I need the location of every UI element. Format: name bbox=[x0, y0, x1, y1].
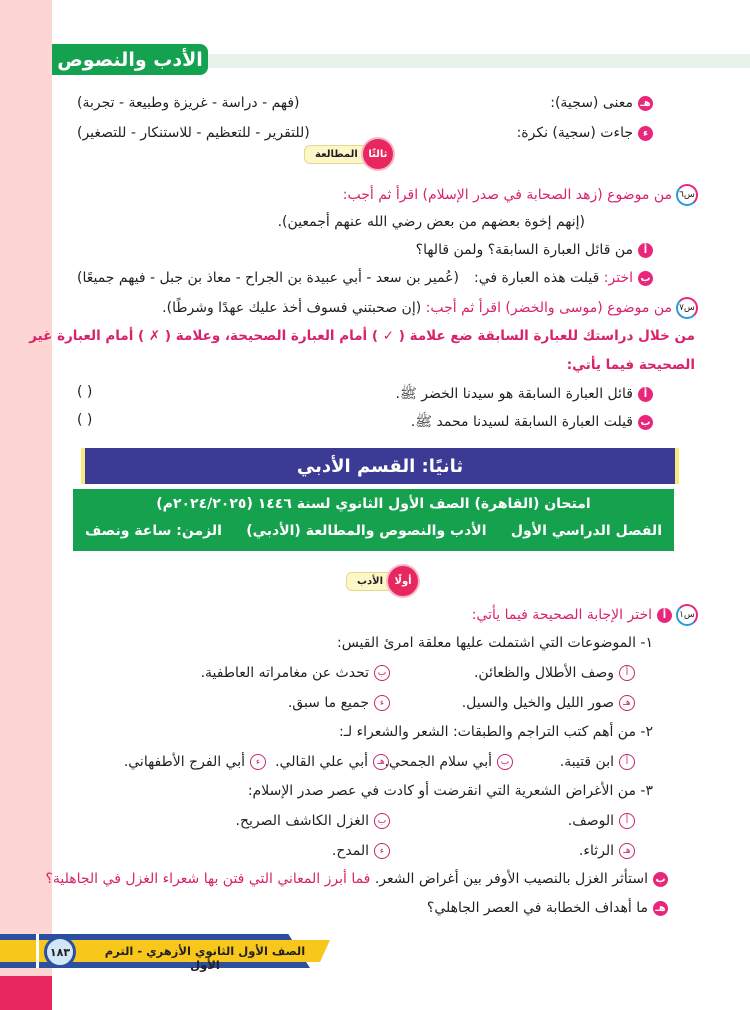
q7-item-b bbox=[411, 412, 653, 432]
option[interactable] bbox=[384, 752, 513, 772]
q1-b-question: فما أبرز المعاني التي فتن بها شعراء الغزل في الجاهلية؟ bbox=[45, 871, 371, 887]
exam-subject: الأدب والنصوص والمطالعة (الأدبي) bbox=[246, 523, 487, 539]
vocab-choices: (للتقرير - للتعظيم - للاستنكار - للتصغير) bbox=[77, 125, 310, 141]
answer-blank[interactable]: ( ) bbox=[77, 412, 93, 428]
vocab-label: جاءت (سجية) نكرة: bbox=[516, 125, 633, 141]
option-letter-icon: أ bbox=[619, 813, 635, 829]
option-text: ابن قتيبة. bbox=[559, 754, 614, 770]
bullet-icon: هـ bbox=[638, 96, 653, 111]
option-text: الغزل الكاشف الصريح. bbox=[235, 813, 369, 829]
footer-separator bbox=[36, 934, 39, 968]
option-letter-icon: أ bbox=[619, 665, 635, 681]
option[interactable] bbox=[275, 752, 389, 772]
option-letter-icon: ء bbox=[374, 695, 390, 711]
q6-a-text: من قائل العبارة السابقة؟ ولمن قالها؟ bbox=[415, 242, 633, 258]
q6-b-text: قيلت هذه العبارة في: bbox=[474, 270, 600, 286]
q1-prompt bbox=[472, 604, 698, 626]
vocab-choices: (فهم - دراسة - غريزة وطبيعة - تجربة) bbox=[77, 95, 300, 111]
answer-blank[interactable]: ( ) bbox=[77, 384, 93, 400]
q6-prompt-text: من موضوع (زهد الصحابة في صدر الإسلام) اقرأ ثم أجب: bbox=[342, 187, 672, 203]
option[interactable] bbox=[462, 693, 635, 713]
q1-sub3-stem: ٣- من الأغراض الشعرية التي انقرضت أو كادت في عصر صدر الإسلام: bbox=[247, 783, 653, 799]
option[interactable] bbox=[288, 693, 390, 713]
option-letter-icon: ب bbox=[374, 665, 390, 681]
bullet-icon: ب bbox=[638, 415, 653, 430]
option-text: المدح. bbox=[331, 843, 369, 859]
option-letter-icon: هـ bbox=[619, 843, 635, 859]
bullet-icon: ب bbox=[638, 271, 653, 286]
bullet-icon: أ bbox=[638, 387, 653, 402]
option-letter-icon: أ bbox=[619, 754, 635, 770]
exam-banner bbox=[73, 489, 674, 551]
bullet-icon: ب bbox=[653, 872, 668, 887]
page-margin-strip bbox=[0, 0, 52, 1010]
q6-b-choices: (عُمير بن سعد - أبي عبيدة بن الجراح - معاذ بن جبل - فيهم جميعًا) bbox=[77, 270, 459, 286]
section-reading-badge bbox=[304, 137, 395, 171]
q6-b bbox=[474, 268, 653, 288]
option-text: أبي علي القالي. bbox=[275, 754, 368, 770]
option-text: أبي الفرج الأطفهاني. bbox=[123, 754, 245, 770]
literary-section-banner: ثانيًا: القسم الأدبي bbox=[81, 448, 679, 484]
section-literature-badge bbox=[346, 564, 420, 598]
q1-sub1-stem: ١- الموضوعات التي اشتملت عليها معلقة امرئ القيس: bbox=[336, 635, 653, 651]
option[interactable] bbox=[236, 811, 391, 831]
bullet-icon: هـ bbox=[653, 901, 668, 916]
q1-sub2-stem: ٢- من أهم كتب التراجم والطبقات: الشعر والشعراء لـ: bbox=[339, 724, 653, 740]
question-badge-icon: س١ bbox=[676, 604, 698, 626]
chapter-title: الأدب والنصوص bbox=[52, 44, 208, 75]
q1-b bbox=[45, 869, 668, 889]
option-letter-icon: ب bbox=[497, 754, 513, 770]
option-text: الرثاء. bbox=[578, 843, 614, 859]
option-text: أبي سلام الجمحي. bbox=[384, 754, 492, 770]
option[interactable] bbox=[124, 752, 266, 772]
option[interactable] bbox=[560, 752, 635, 772]
question-badge-icon: س٦ bbox=[676, 184, 698, 206]
footer-title: الصف الأول الثانوي الأزهري - الترم الأول bbox=[104, 944, 306, 972]
vocab-item-indefinite bbox=[517, 123, 653, 143]
exam-time: الزمن: ساعة ونصف bbox=[85, 523, 222, 539]
q6-prompt bbox=[343, 184, 698, 206]
page-footer bbox=[0, 934, 335, 972]
q6-quote: (إنهم إخوة بعضهم من بعض رضي الله عنهم أجمعين). bbox=[277, 214, 585, 230]
q7-prompt bbox=[162, 297, 698, 319]
option[interactable] bbox=[568, 811, 635, 831]
option-letter-icon: ء bbox=[250, 754, 266, 770]
option-letter-icon: ب bbox=[374, 813, 390, 829]
bullet-icon: أ bbox=[657, 608, 672, 623]
section-number: أولًا bbox=[386, 564, 420, 598]
option-text: تحدث عن مغامراته العاطفية. bbox=[200, 665, 369, 681]
option-text: وصف الأطلال والظعائن. bbox=[473, 665, 614, 681]
option-letter-icon: هـ bbox=[619, 695, 635, 711]
section-label: المطالعة bbox=[304, 145, 367, 164]
option[interactable] bbox=[201, 663, 390, 683]
margin-color-block bbox=[0, 976, 52, 1010]
q6-a bbox=[416, 240, 653, 260]
question-badge-icon: س٧ bbox=[676, 297, 698, 319]
bullet-icon: أ bbox=[638, 243, 653, 258]
q7-item-text: قائل العبارة السابقة هو سيدنا الخضر ﷺ. bbox=[395, 386, 633, 402]
q7-item-a bbox=[395, 384, 653, 404]
option[interactable] bbox=[474, 663, 635, 683]
option-letter-icon: هـ bbox=[373, 754, 389, 770]
q7-instruction-cont: الصحيحة فيما يأتي: bbox=[566, 357, 695, 373]
q1-c bbox=[427, 898, 668, 918]
option[interactable] bbox=[332, 841, 390, 861]
option-letter-icon: ء bbox=[374, 843, 390, 859]
section-label: الأدب bbox=[346, 572, 392, 591]
exam-title: امتحان (القاهرة) الصف الأول الثانوي لسنة ١٤٤٦ (٢٠٢٤/٢٠٢٥م) bbox=[156, 496, 591, 512]
exam-term: الفصل الدراسي الأول bbox=[510, 523, 662, 539]
option-text: صور الليل والخيل والسيل. bbox=[461, 695, 614, 711]
option-text: جميع ما سبق. bbox=[287, 695, 369, 711]
option-text: الوصف. bbox=[567, 813, 614, 829]
q7-prompt-text: من موضوع (موسى والخضر) اقرأ ثم أجب: bbox=[425, 300, 672, 316]
vocab-label: معنى (سجية): bbox=[550, 95, 633, 111]
option[interactable] bbox=[579, 841, 635, 861]
page-number: ١٨٣ bbox=[44, 936, 76, 968]
q1-prompt-text: اختر الإجابة الصحيحة فيما يأتي: bbox=[471, 607, 652, 623]
q7-quote: (إن صحبتني فسوف أخذ عليك عهدًا وشرطًا). bbox=[162, 300, 422, 316]
q7-item-text: قيلت العبارة السابقة لسيدنا محمد ﷺ. bbox=[410, 414, 633, 430]
vocab-item-meaning bbox=[550, 93, 653, 113]
q1-b-text: استأثر الغزل بالنصيب الأوفر بين أغراض الشعر. bbox=[374, 871, 648, 887]
bullet-icon: ء bbox=[638, 126, 653, 141]
choose-label: اختر: bbox=[603, 270, 633, 286]
section-number: ثالثًا bbox=[361, 137, 395, 171]
q7-instruction: من خلال دراستك للعبارة السابقة ضع علامة ( ✓ ) أمام العبارة الصحيحة، وعلامة ( ✗ ) أمام العبارة غير bbox=[29, 328, 695, 344]
q1-c-text: ما أهداف الخطابة في العصر الجاهلي؟ bbox=[426, 900, 648, 916]
